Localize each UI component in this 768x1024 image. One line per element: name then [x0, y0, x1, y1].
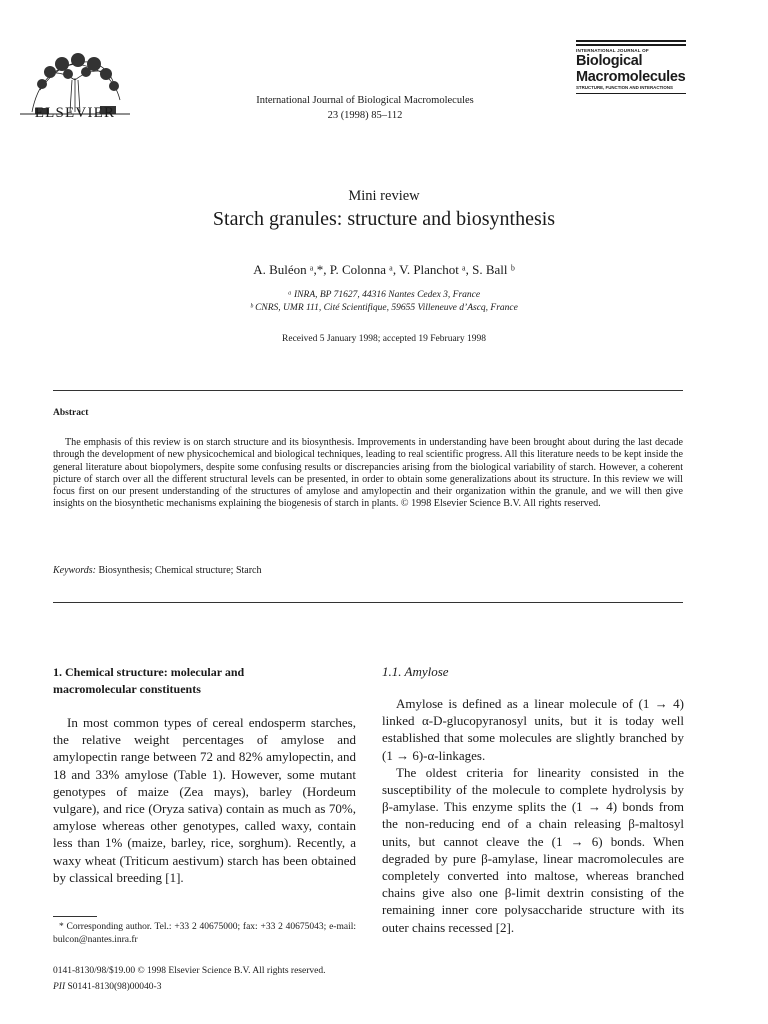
- affiliation-b: ᵇ CNRS, UMR 111, Cité Scientifique, 59655 Villeneuve d’Ascq, France: [250, 303, 518, 313]
- journal-brand: [576, 40, 686, 94]
- abstract-heading: Abstract: [53, 408, 89, 418]
- section-heading-line: 1. Chemical structure: molecular and: [53, 665, 245, 679]
- keywords-list: Biosynthesis; Chemical structure; Starch: [98, 565, 262, 576]
- brand-rule: [576, 93, 686, 94]
- abstract-text: The emphasis of this review is on starch structure and its biosynthesis. Improvements in understanding have been brought about during the last decade through the development of new physicochemical and biological techniques, leading to real scientific progress. All this literature needs to be kept inside the general literature about biopolymers, despite some confusing results or discrepancies arising from the biological variability of starch. However, a coherent picture of starch over all the different structural levels can be presented, in order to obtain some generalizations about its structure. In this review we will focus first on our present understanding of the structures of amylose and amylopectin and their organization within the granule, and we will then give insights on the biosynthetic mechanisms explaining the biogenesis of starch in plants. © 1998 Elsevier Science B.V. All rights reserved.: [53, 437, 683, 510]
- footnote-divider: [53, 916, 97, 917]
- section-heading-line: macromolecular constituents: [53, 682, 201, 696]
- journal-name: International Journal of Biological Macromolecules: [256, 95, 474, 106]
- section-heading: [53, 664, 353, 698]
- article-title: Starch granules: structure and biosynthesis: [212, 208, 556, 230]
- subsection-heading: 1.1. Amylose: [382, 664, 449, 679]
- body-paragraph: The oldest criteria for linearity consisted in the susceptibility of the molecule to complete hydrolysis by β-amylase. This enzyme splits the (1 → 4) bonds from the non-reducing end of a chain releasing β-maltosyl units, but cannot cleave the (1 → 6) bonds. When degraded by pure β-amylase, linear macromolecules are completely converted into maltose, whereas branched chains give also one β-limit dextrin consisting of the remaining inner core polysaccharide structure with its outer chains recessed [2].: [382, 764, 684, 935]
- publisher-logo-text: ELSEVIER: [34, 105, 116, 121]
- affiliation-a: ᵃ INRA, BP 71627, 44316 Nantes Cedex 3, France: [287, 290, 481, 300]
- divider: [53, 602, 683, 603]
- keywords-label: Keywords:: [53, 565, 96, 576]
- brand-top-line: INTERNATIONAL JOURNAL OF: [576, 48, 649, 53]
- pii-value: S0141-8130(98)00040-3: [67, 982, 162, 992]
- brand-title-line1: Biological: [576, 53, 643, 69]
- article-type: Mini review: [348, 188, 420, 204]
- body-paragraph: Amylose is defined as a linear molecule of (1 → 4) linked α-D-glucopyranosyl units, but it is today well established that some molecules are slightly branched by (1 → 6)-α-linkages.: [382, 696, 684, 763]
- brand-title-line2: Macromolecules: [576, 69, 686, 85]
- corresponding-author-footnote: * Corresponding author. Tel.: +33 2 40675000; fax: +33 2 40675043; e-mail: bulcon@nantes.inra.fr: [53, 922, 356, 945]
- received-dates: Received 5 January 1998; accepted 19 February 1998: [282, 334, 486, 344]
- copyright-line: 0141-8130/98/$19.00 © 1998 Elsevier Science B.V. All rights reserved.: [53, 966, 326, 976]
- pii-line: [53, 982, 161, 992]
- pii-label: PII: [53, 982, 66, 992]
- brand-rule: [576, 44, 686, 46]
- brand-subtitle: STRUCTURE, FUNCTION AND INTERACTIONS: [576, 85, 673, 90]
- journal-header: [200, 93, 530, 123]
- keywords: [53, 565, 262, 576]
- divider: [53, 390, 683, 391]
- body-paragraph: In most common types of cereal endosperm starches, the relative weight percentages of amylose and amylopectin range between 72 and 82% amylopectin, and 18 and 33% amylose (Table 1). However, some mutant genotypes of maize (Zea mays), barley (Hordeum vulgare), and rice (Oryza sativa) contain as much as 70%, amylose whereas other genotypes, called waxy, contain less than 1% (maize, barley, rice, sorghum). Recently, a waxy wheat (Triticum aestivum) starch has been obtained by classical breeding [1].: [53, 715, 356, 885]
- right-column: [382, 695, 684, 936]
- brand-rule: [576, 40, 686, 42]
- journal-citation: 23 (1998) 85–112: [327, 110, 403, 121]
- author-list: A. Buléon ᵃ,*, P. Colonna ᵃ, V. Planchot ᵃ, S. Ball ᵇ: [253, 262, 515, 277]
